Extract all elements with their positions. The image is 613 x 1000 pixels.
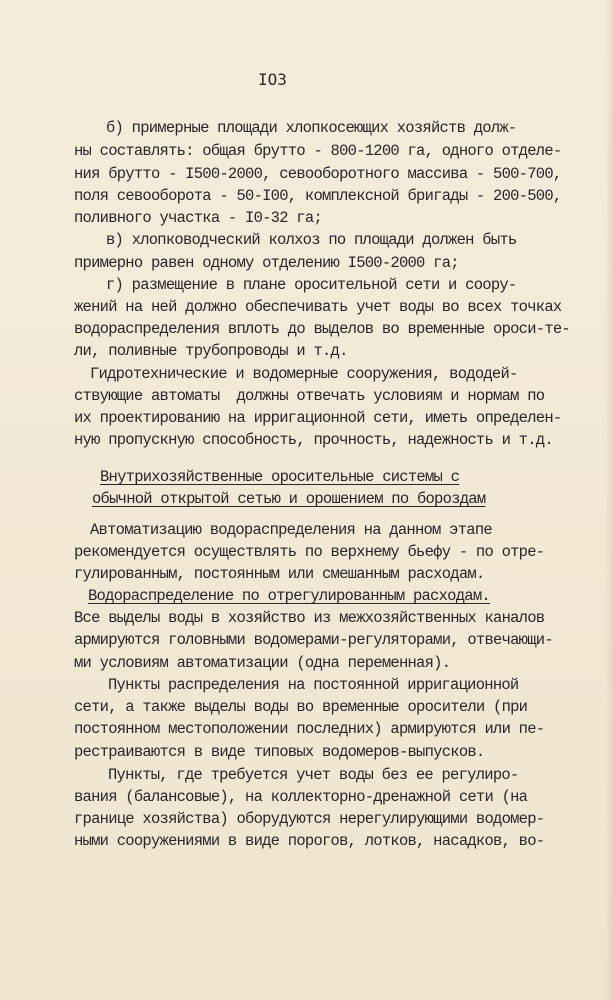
text-line: в) хлопководческий колхоз по площади должен быть (106, 231, 517, 249)
text-line: рекомендуется осуществлять по верхнему бьефу - по отре- (74, 543, 545, 561)
text-line: рестраиваются в виде типовых водомеров-выпусков. (74, 743, 485, 761)
text-line: б) примерные площади хлопкосеющих хозяйств долж- (106, 119, 517, 137)
text-line: жений на ней должно обеспечивать учет воды во всех точках (74, 298, 562, 316)
text-line: постоянном местоположении последних) армируются или пе- (74, 720, 545, 738)
text-line: ния брутто - I500-2000, севооборотного массива - 500-700, (74, 165, 562, 183)
text-line: Гидротехнические и водомерные сооружения, вододей- (90, 365, 518, 383)
text-line: сети, а также выделы воды во временные оросители (при (74, 698, 528, 716)
text-line: Автоматизацию водораспределения на данном этапе (90, 521, 492, 539)
text-line: ли, поливные трубопроводы и т.д. (74, 342, 348, 360)
text-line: ными сооружениями в виде порогов, лотков, насадков, во- (74, 832, 545, 850)
text-line: поливного участка - I0-32 га; (74, 209, 322, 227)
text-line: г) размещение в плане оросительной сети и соору- (106, 276, 517, 294)
page-number: IO3 (258, 70, 287, 89)
text-line: гулированным, постоянным или смешанным расходам. (74, 565, 485, 583)
text-line: водораспределения вплоть до выделов во временные ороси-те- (74, 320, 570, 338)
text-line: Пункты распределения на постоянной ирригационной (108, 676, 519, 694)
text-line: примерно равен одному отделению I500-2000 га; (74, 254, 459, 272)
page-edge-shadow (605, 0, 613, 1000)
text-line: Все выделы воды в хозяйство из межхозяйственных каналов (74, 609, 545, 627)
text-line: поля севооборота - 50-I00, комплексной бригады - 200-500, (74, 187, 562, 205)
section-heading-line-1: Внутрихозяйственные оросительные системы с (100, 468, 460, 486)
text-line: ны составлять: общая брутто - 800-1200 га, одного отделе- (74, 142, 562, 160)
subsection-heading: Водораспределение по отрегулированным расходам. (88, 587, 490, 605)
text-line: ствующие автоматы должны отвечать условиям и нормам по (74, 387, 545, 405)
section-heading-line-2: обычной открытой сетью и орошением по бороздам (92, 490, 486, 508)
text-line: Пункты, где требуется учет воды без ее регулиро- (108, 766, 519, 784)
text-line: армируются головными водомерами-регуляторами, отвечающи- (74, 631, 553, 649)
text-line: ми условиям автоматизации (одна переменная). (74, 654, 451, 672)
text-line: вания (балансовые), на коллекторно-дренажной сети (на (74, 788, 528, 806)
text-line: границе хозяйства) оборудуются нерегулирующими водомер- (74, 810, 545, 828)
text-line: ную пропускную способность, прочность, надежность и т.д. (74, 431, 553, 449)
text-line: их проектированию на ирригационной сети, иметь определен- (74, 409, 562, 427)
